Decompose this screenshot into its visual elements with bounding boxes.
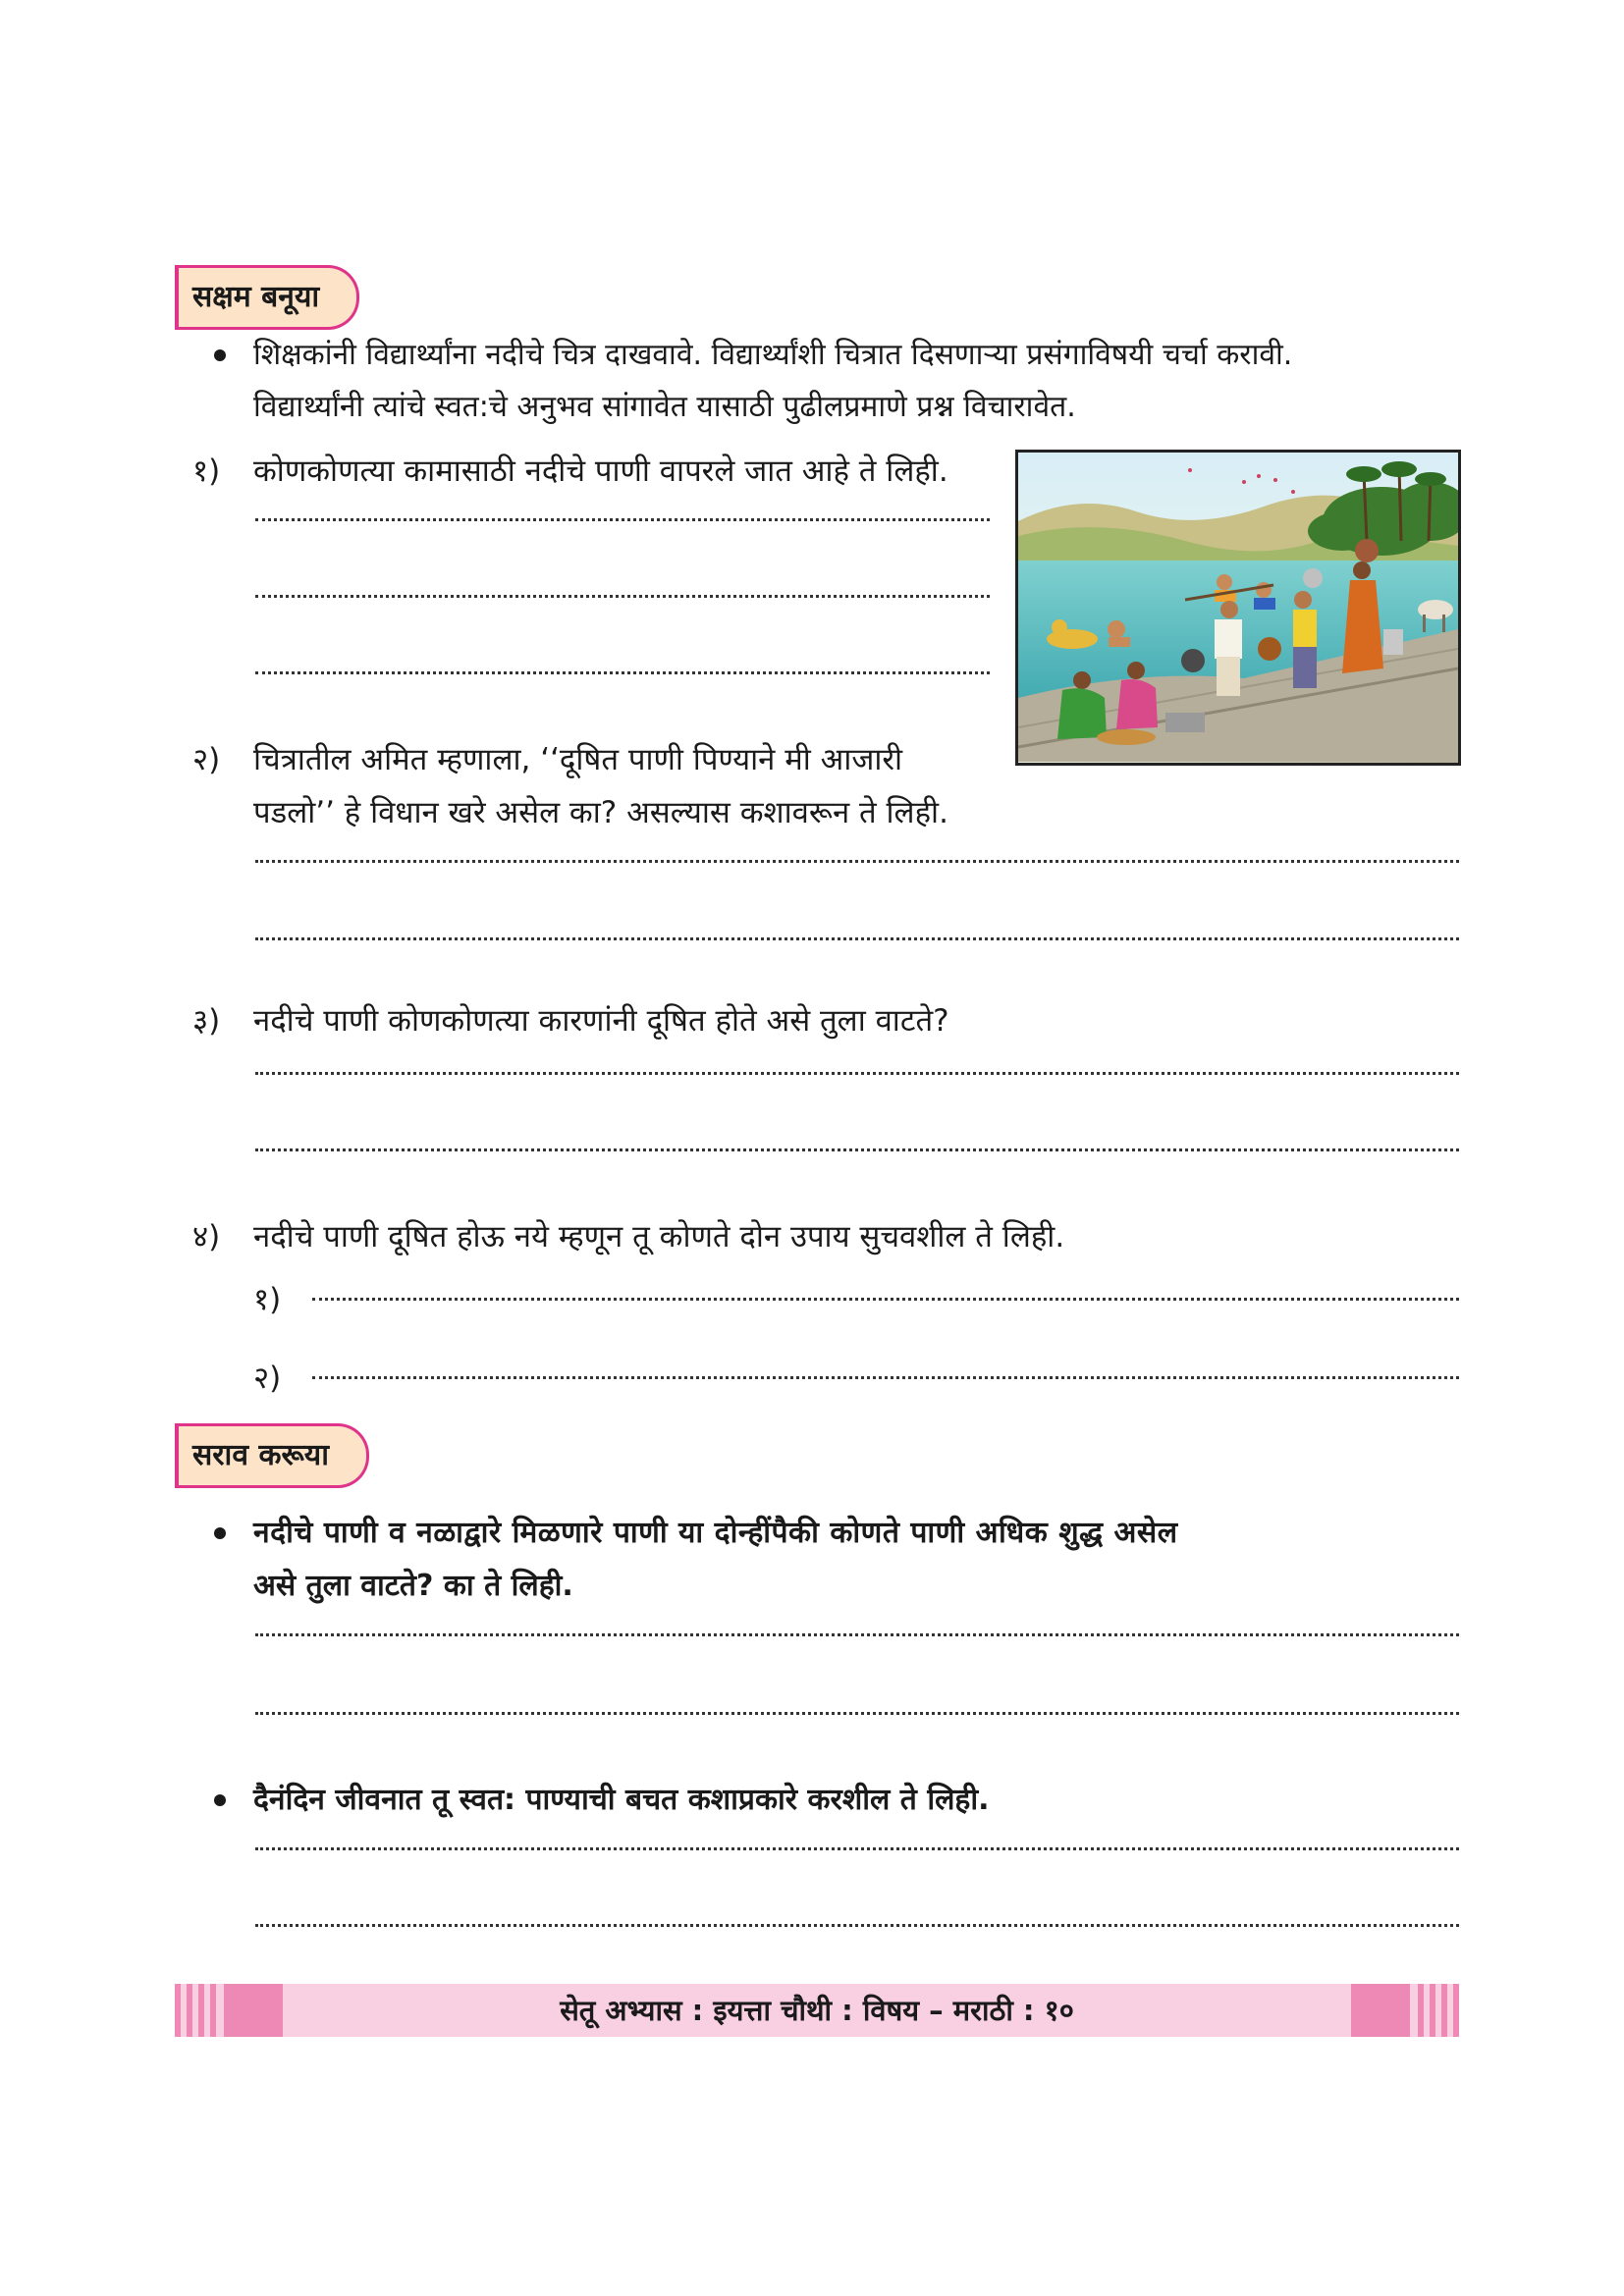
answer-line[interactable] (255, 1847, 1459, 1850)
answer-line[interactable] (312, 1298, 1459, 1301)
section-heading-text: सक्षम बनूया (192, 280, 320, 314)
section-heading-text: सराव करूया (192, 1438, 329, 1472)
answer-line[interactable] (255, 1633, 1459, 1636)
bullet (214, 1794, 226, 1806)
bullet (214, 349, 226, 361)
answer-line[interactable] (255, 1072, 1459, 1075)
practice-item-1-line-2: असे तुला वाटते? का ते लिही. (253, 1569, 573, 1603)
answer-line[interactable] (255, 671, 990, 674)
instruction-line-2: विद्यार्थ्यांनी त्यांचे स्वत:चे अनुभव सांगावेत यासाठी पुढीलप्रमाणे प्रश्न विचारावेत. (253, 390, 1076, 424)
section-heading-saksham (175, 265, 359, 330)
answer-line[interactable] (255, 937, 1459, 940)
question-3-text: नदीचे पाणी कोणकोणत्या कारणांनी दूषित होते असे तुला वाटते? (253, 1003, 949, 1039)
question-4-text: नदीचे पाणी दूषित होऊ नये म्हणून तू कोणते दोन उपाय सुचवशील ते लिही. (253, 1219, 1065, 1255)
question-number-3: ३) (192, 1003, 221, 1039)
sub-answer-number-2: २) (253, 1361, 282, 1396)
practice-item-1-line-1: नदीचे पाणी व नळाद्वारे मिळणारे पाणी या दोन्हींपैकी कोणते पाणी अधिक शुद्ध असेल (253, 1516, 1178, 1550)
answer-line[interactable] (255, 860, 1459, 863)
page-footer (175, 1984, 1459, 2037)
question-number-4: ४) (192, 1219, 221, 1255)
answer-line[interactable] (312, 1376, 1459, 1379)
question-1-text: कोणकोणत्या कामासाठी नदीचे पाणी वापरले जात आहे ते लिही. (253, 454, 948, 489)
question-number-2: २) (192, 742, 221, 777)
answer-line[interactable] (255, 1924, 1459, 1927)
section-heading-sarav (175, 1423, 369, 1488)
answer-line[interactable] (255, 518, 990, 521)
river-scene-drawing (1018, 453, 1458, 763)
question-number-1: १) (192, 454, 221, 489)
question-2-text-line-1: चित्रातील अमित म्हणाला, ‘‘दूषित पाणी पिण्याने मी आजारी (253, 742, 903, 777)
sub-answer-number-1: १) (253, 1282, 282, 1317)
answer-line[interactable] (255, 595, 990, 598)
answer-line[interactable] (255, 1712, 1459, 1715)
river-scene-illustration (1015, 450, 1461, 766)
question-2-text-line-2: पडलो’’ हे विधान खरे असेल का? असल्यास कशावरून ते लिही. (253, 795, 948, 830)
answer-line[interactable] (255, 1148, 1459, 1151)
bullet (214, 1527, 226, 1539)
practice-item-2-line-1: दैनंदिन जीवनात तू स्वत: पाण्याची बचत कशाप्रकारे करशील ते लिही. (253, 1783, 990, 1817)
footer-text: सेतू अभ्यास : इयत्ता चौथी : विषय – मराठी : १० (560, 1994, 1074, 2027)
instruction-line-1: शिक्षकांनी विद्यार्थ्यांना नदीचे चित्र दाखवावे. विद्यार्थ्यांशी चित्रात दिसणाऱ्या प्रसंगाविषयी चर्चा करावी. (253, 338, 1293, 372)
